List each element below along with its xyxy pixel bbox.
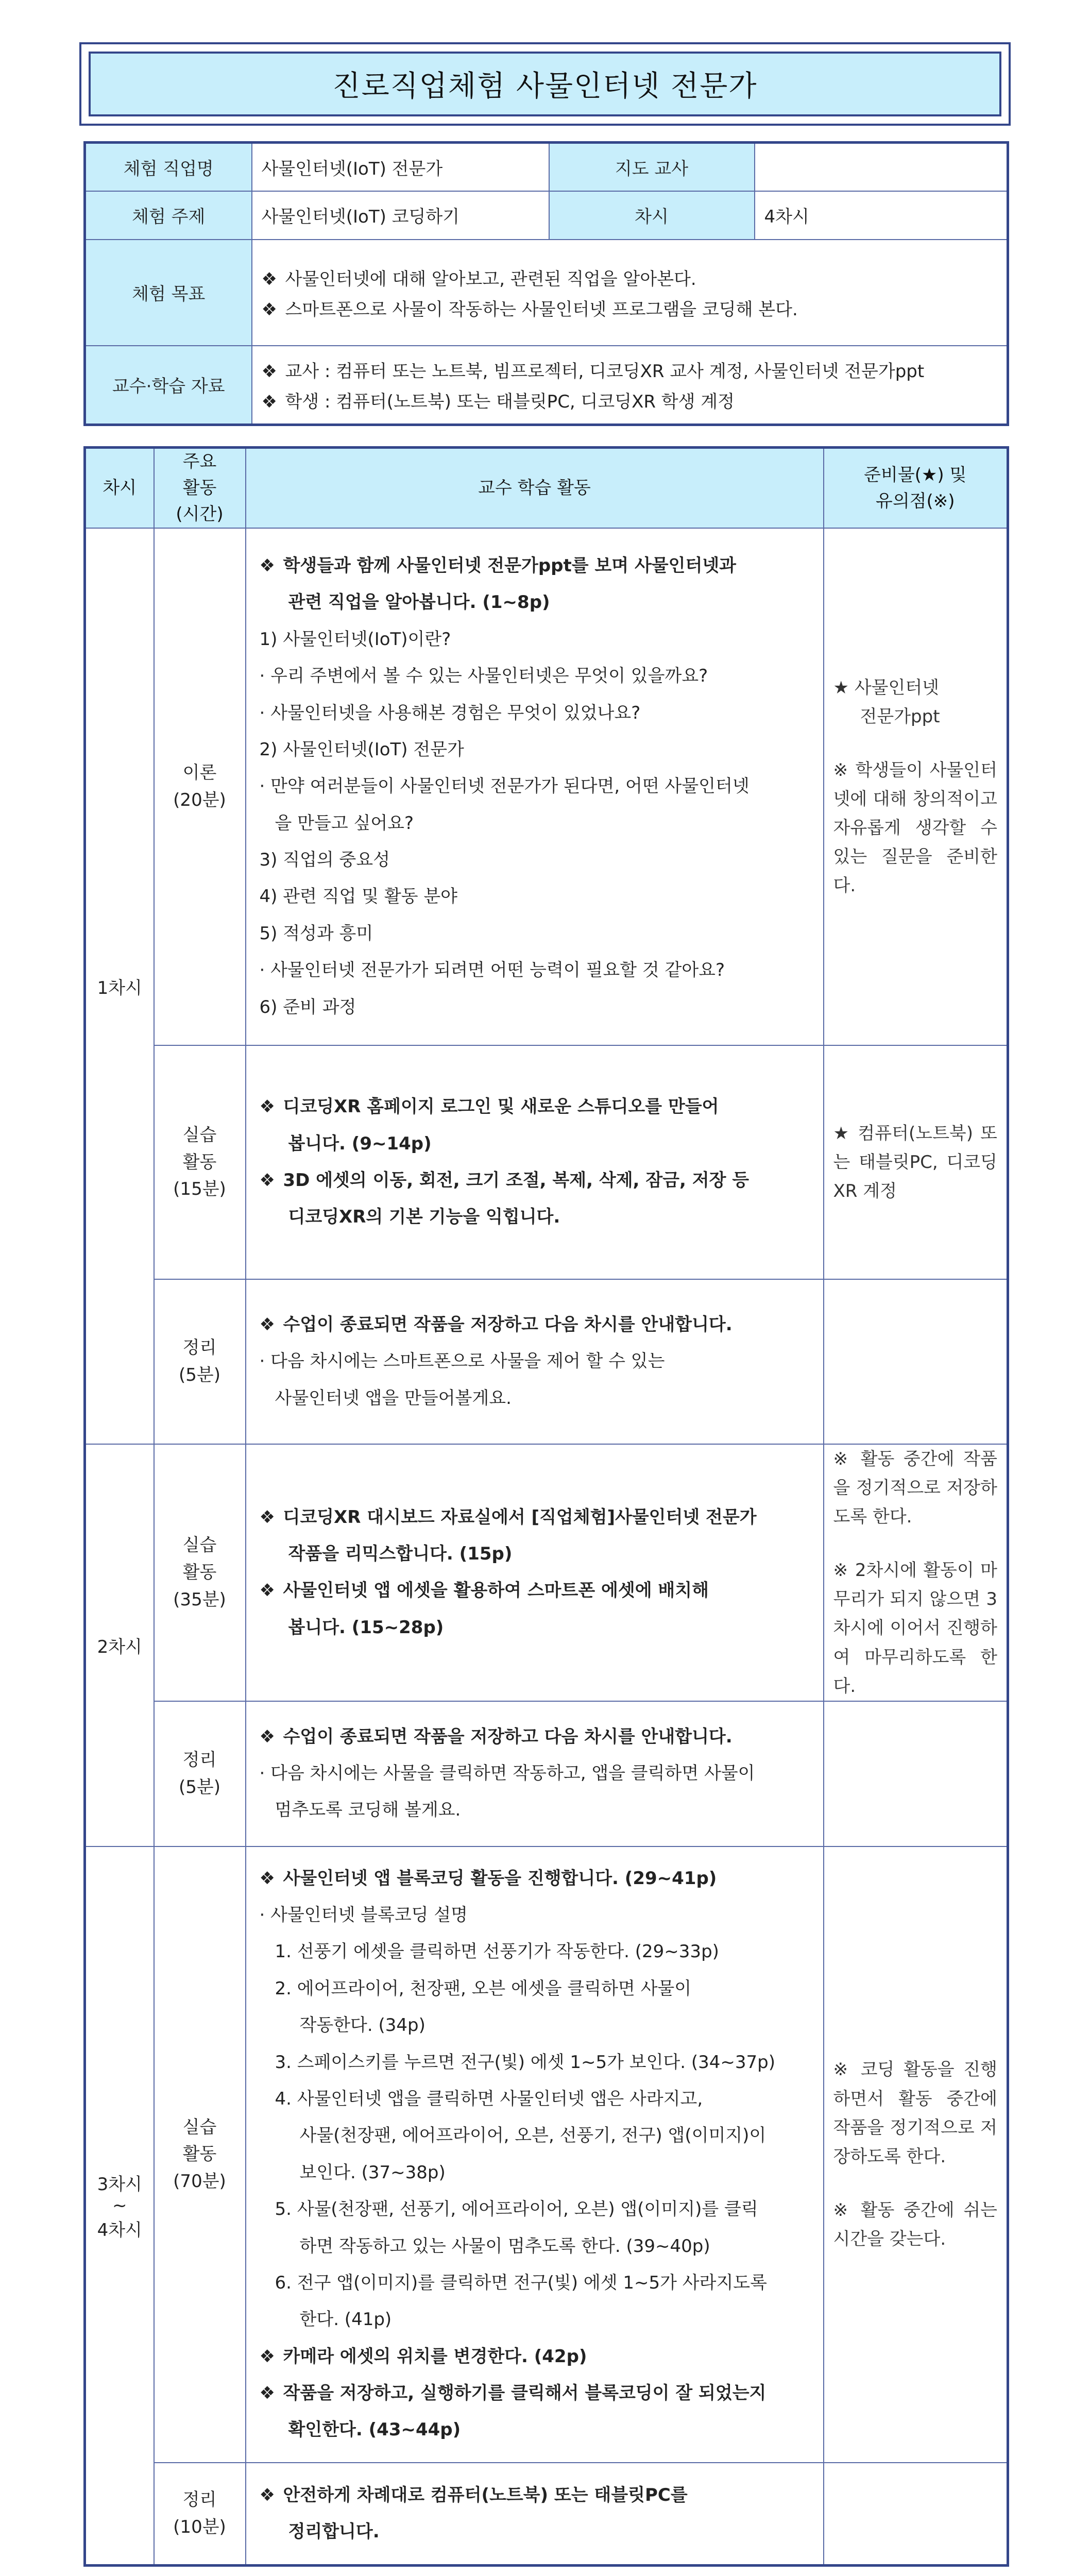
activity-time: (5분) — [178, 1365, 220, 1385]
bullet-icon: ❖ — [259, 1868, 275, 1889]
activity-label: 이론 — [182, 762, 217, 784]
activity-time: (10분) — [173, 2517, 226, 2537]
activity-time: (15분) — [173, 1179, 226, 1200]
info-row-topic — [85, 191, 1008, 240]
activity-label: 활동 — [182, 2144, 217, 2165]
s1-wrap-activity — [154, 1279, 246, 1444]
topic-value: 사물인터넷(IoT) 코딩하기 — [252, 191, 549, 240]
s2-practice-content — [246, 1444, 824, 1701]
activity-time: (70분) — [173, 2171, 226, 2192]
prep-note: ※ 활동 중간에 작품을 정기적으로 저장하도록 한다. — [833, 1449, 997, 1528]
content-line: ❖ 학생들과 함께 사물인터넷 전문가ppt를 보며 사물인터넷과 — [260, 548, 814, 584]
s2-practice-row — [85, 1444, 1008, 1701]
page-title: 진로직업체험 사물인터넷 전문가 — [332, 70, 758, 103]
content-line: 봅니다. (9~14p) — [288, 1133, 432, 1154]
goal-item: 사물인터넷에 대해 알아보고, 관련된 직업을 알아본다. — [285, 268, 696, 290]
s2-practice-activity — [154, 1444, 246, 1701]
activity-label: 정리 — [182, 1750, 217, 1771]
materials-label: 교수·학습 자료 — [85, 346, 252, 425]
s1-theory-prep — [824, 528, 1008, 1045]
content-line: 5) 적성과 흥미 — [259, 923, 373, 944]
content-line: ❖ 사물인터넷 앱 블록코딩 활동을 진행합니다. (29~41p) — [260, 1860, 814, 1897]
header-activity-line: (시간) — [176, 504, 224, 524]
s1-practice-content — [246, 1045, 824, 1279]
content-line: 작품을 리믹스합니다. (15p) — [288, 1543, 513, 1564]
s2-wrap-content — [246, 1701, 824, 1846]
bullet-icon: ❖ — [261, 391, 277, 412]
activity-time: (5분) — [178, 1776, 220, 1798]
bullet-icon: ❖ — [259, 1096, 275, 1117]
s3-practice-prep — [824, 1846, 1008, 2463]
activity-label: 실습 — [182, 1535, 217, 1556]
content-line: ❖ 안전하게 차례대로 컴퓨터(노트북) 또는 태블릿PC를 — [260, 2477, 814, 2514]
content-line: · 만약 여러분들이 사물인터넷 전문가가 된다면, 어떤 사물인터넷 — [259, 776, 750, 797]
content-line: 4) 관련 직업 및 활동 분야 — [259, 886, 458, 907]
header-content: 교수 학습 활동 — [246, 448, 824, 529]
bullet-icon: ❖ — [259, 2383, 275, 2404]
activity-label: 활동 — [182, 1562, 217, 1583]
s3-wrap-prep — [824, 2463, 1008, 2566]
teacher-value — [755, 143, 1008, 191]
content-line: 관련 직업을 알아봅니다. (1~8p) — [288, 592, 550, 613]
activity-label: 실습 — [182, 2116, 217, 2138]
content-line: 1) 사물인터넷(IoT)이란? — [259, 629, 451, 650]
title-box — [79, 42, 1011, 126]
s1-wrap-content — [246, 1279, 824, 1444]
s1-practice-row — [85, 1045, 1008, 1279]
activity-label: 정리 — [182, 2489, 217, 2511]
session-label-line: 3차시 — [97, 2174, 142, 2195]
s1-practice-prep — [824, 1045, 1008, 1279]
content-line: 확인한다. (43~44p) — [288, 2419, 461, 2441]
s2-wrap-prep — [824, 1701, 1008, 1846]
content-line: 정리합니다. — [288, 2521, 380, 2542]
content-line: 3) 직업의 중요성 — [259, 850, 390, 871]
content-line: · 사물인터넷 블록코딩 설명 — [259, 1905, 468, 1926]
content-line: 사물인터넷 앱을 만들어볼게요. — [275, 1387, 512, 1409]
session-2-label: 2차시 — [85, 1444, 154, 1846]
materials-item: 교사 : 컴퓨터 또는 노트북, 빔프로젝터, 디코딩XR 교사 계정, 사물인터넷 전문가ppt — [285, 361, 925, 382]
bullet-icon: ❖ — [259, 1170, 275, 1191]
prep-note: ★ 사물인터넷 — [833, 677, 940, 698]
content-line: · 다음 차시에는 사물을 클릭하면 작동하고, 앱을 클릭하면 사물이 — [259, 1763, 755, 1784]
content-line: 디코딩XR의 기본 기능을 익힙니다. — [288, 1207, 560, 1228]
s3-wrap-row — [85, 2463, 1008, 2566]
header-activity-line: 주요 — [182, 451, 217, 472]
info-table — [83, 141, 1009, 426]
activity-label: 정리 — [182, 1337, 217, 1359]
bullet-icon: ❖ — [261, 268, 277, 290]
content-line: 하면 작동하고 있는 사물이 멈추도록 한다. (39~40p) — [299, 2235, 710, 2257]
s3-practice-row — [85, 1846, 1008, 2463]
content-line: ❖ 디코딩XR 대시보드 자료실에서 [직업체험]사물인터넷 전문가 — [260, 1499, 814, 1536]
bullet-icon: ❖ — [259, 1580, 275, 1601]
s3-wrap-content — [246, 2463, 824, 2566]
prep-note: ※ 2차시에 활동이 마무리가 되지 않으면 3차시에 이어서 진행하여 마무리하도록 한다. — [833, 1560, 997, 1697]
header-activity — [154, 448, 246, 529]
activity-label: 활동 — [182, 1151, 217, 1173]
content-line: ❖ 3D 에셋의 이동, 회전, 크기 조절, 복제, 삭제, 잠금, 저장 등 — [260, 1162, 814, 1199]
content-line: 을 만들고 싶어요? — [275, 812, 414, 834]
session-3-label — [85, 1846, 154, 2566]
content-line: · 다음 차시에는 스마트폰으로 사물을 제어 할 수 있는 — [259, 1351, 665, 1372]
session-1-label: 1차시 — [85, 528, 154, 1444]
info-row-goal — [85, 240, 1008, 346]
goal-item: 스마트폰으로 사물이 작동하는 사물인터넷 프로그램을 코딩해 본다. — [285, 299, 798, 320]
content-line: 작동한다. (34p) — [299, 2015, 425, 2036]
s1-wrap-row — [85, 1279, 1008, 1444]
s1-wrap-prep — [824, 1279, 1008, 1444]
content-line: ❖ 작품을 저장하고, 실행하기를 클릭해서 블록코딩이 잘 되었는지 — [260, 2375, 814, 2412]
header-session: 차시 — [85, 448, 154, 529]
content-line: 보인다. (37~38p) — [299, 2162, 446, 2183]
content-line: 봅니다. (15~28p) — [288, 1617, 444, 1638]
session-value: 4차시 — [755, 191, 1008, 240]
activity-time: (20분) — [173, 790, 226, 810]
content-line: 사물(천장팬, 에어프라이어, 오븐, 선풍기, 전구) 앱(이미지)이 — [299, 2125, 767, 2146]
content-line: 한다. (41p) — [299, 2309, 392, 2330]
content-line: 1. 선풍기 에셋을 클릭하면 선풍기가 작동한다. (29~33p) — [275, 1941, 719, 1962]
content-line: · 사물인터넷 전문가가 되려면 어떤 능력이 필요할 것 같아요? — [259, 960, 725, 981]
s3-practice-activity — [154, 1846, 246, 2463]
bullet-icon: ❖ — [261, 361, 277, 382]
content-line: 2. 에어프라이어, 천장팬, 오븐 에셋을 클릭하면 사물이 — [275, 1978, 692, 1999]
s1-theory-row — [85, 528, 1008, 1045]
content-line: ❖ 수업이 종료되면 작품을 저장하고 다음 차시를 안내합니다. — [260, 1719, 814, 1755]
bullet-icon: ❖ — [259, 555, 275, 576]
content-line: ❖ 수업이 종료되면 작품을 저장하고 다음 차시를 안내합니다. — [260, 1307, 814, 1343]
info-row-materials — [85, 346, 1008, 425]
job-label: 체험 직업명 — [85, 143, 252, 191]
info-row-job — [85, 143, 1008, 191]
s1-theory-activity — [154, 528, 246, 1045]
prep-note: 전문가ppt — [860, 706, 940, 727]
content-line: · 우리 주변에서 볼 수 있는 사물인터넷은 무엇이 있을까요? — [259, 666, 708, 687]
prep-note: ※ 학생들이 사물인터넷에 대해 창의적이고 자유롭게 생각할 수 있는 질문을 준비한다. — [833, 759, 997, 896]
header-prep-line: 유의점(※) — [875, 490, 955, 512]
bullet-icon: ❖ — [259, 1726, 275, 1747]
header-prep — [824, 448, 1008, 529]
s3-wrap-activity — [154, 2463, 246, 2566]
session-label-line: 4차시 — [97, 2220, 142, 2241]
content-line: 2) 사물인터넷(IoT) 전문가 — [259, 739, 464, 760]
content-line: · 사물인터넷을 사용해본 경험은 무엇이 있었나요? — [259, 702, 641, 723]
activity-time: (35분) — [173, 1589, 226, 1610]
title-inner-box — [89, 52, 1001, 116]
s1-theory-content — [246, 528, 824, 1045]
content-line: 6) 준비 과정 — [259, 996, 356, 1018]
s2-wrap-activity — [154, 1701, 246, 1846]
bullet-icon: ❖ — [259, 2346, 275, 2367]
prep-note: ※ 코딩 활동을 진행하면서 활동 중간에 작품을 정기적으로 저장하도록 한다. — [833, 2059, 997, 2167]
s3-practice-content — [246, 1846, 824, 2463]
activity-label: 실습 — [182, 1124, 217, 1145]
s2-wrap-row — [85, 1701, 1008, 1846]
content-line: 4. 사물인터넷 앱을 클릭하면 사물인터넷 앱은 사라지고, — [275, 2088, 703, 2109]
content-line: ❖ 카메라 에셋의 위치를 변경한다. (42p) — [260, 2338, 814, 2375]
s1-practice-activity — [154, 1045, 246, 1279]
session-label-line: ~ — [112, 2195, 127, 2216]
bullet-icon: ❖ — [259, 1506, 275, 1528]
s2-practice-prep — [824, 1444, 1008, 1701]
header-prep-line: 준비물(★) 및 — [864, 464, 967, 485]
bullet-icon: ❖ — [259, 1314, 275, 1335]
prep-note: ★ 컴퓨터(노트북) 또는 태블릿PC, 디코딩XR 계정 — [833, 1123, 997, 1202]
content-line: ❖ 디코딩XR 홈페이지 로그인 및 새로운 스튜디오를 만들어 — [260, 1089, 814, 1125]
header-row — [85, 448, 1008, 529]
teacher-label: 지도 교사 — [549, 143, 755, 191]
topic-label: 체험 주제 — [85, 191, 252, 240]
content-line: ❖ 사물인터넷 앱 에셋을 활용하여 스마트폰 에셋에 배치해 — [260, 1572, 814, 1609]
bullet-icon: ❖ — [261, 299, 277, 320]
job-value: 사물인터넷(IoT) 전문가 — [252, 143, 549, 191]
content-line: 3. 스페이스키를 누르면 전구(빛) 에셋 1~5가 보인다. (34~37p) — [275, 2052, 775, 2073]
header-activity-line: 활동 — [182, 478, 217, 498]
materials-list — [252, 346, 1008, 425]
goal-label: 체험 목표 — [85, 240, 252, 346]
content-line: 6. 전구 앱(이미지)를 클릭하면 전구(빛) 에셋 1~5가 사라지도록 — [275, 2272, 767, 2293]
materials-item: 학생 : 컴퓨터(노트북) 또는 태블릿PC, 디코딩XR 학생 계정 — [285, 391, 735, 412]
content-line: 5. 사물(천장팬, 선풍기, 에어프라이어, 오븐) 앱(이미지)를 클릭 — [275, 2199, 758, 2220]
goal-list — [252, 240, 1008, 346]
content-line: 멈추도록 코딩해 볼게요. — [275, 1800, 461, 1821]
session-label: 차시 — [549, 191, 755, 240]
prep-note: ※ 활동 중간에 쉬는 시간을 갖는다. — [833, 2199, 997, 2249]
bullet-icon: ❖ — [259, 2484, 275, 2505]
lesson-plan-table — [83, 446, 1009, 2567]
